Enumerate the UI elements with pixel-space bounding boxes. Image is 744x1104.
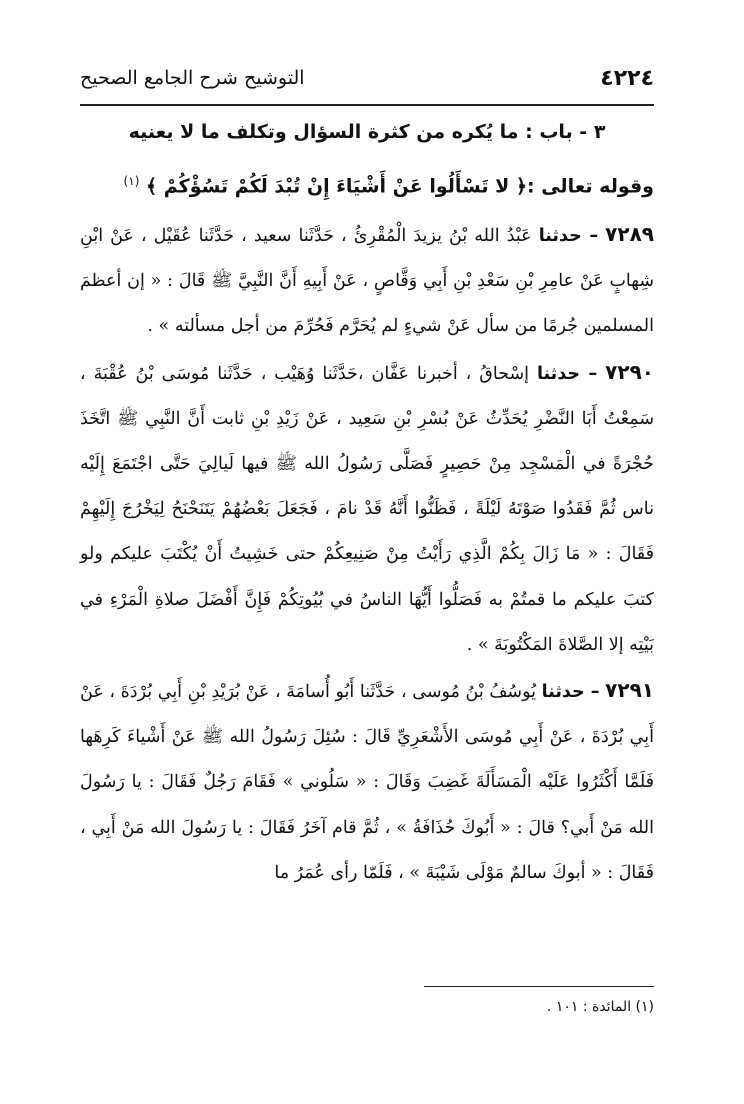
hadith-number: ٧٢٨٩ <box>605 222 654 246</box>
chapter-subtitle <box>80 162 654 205</box>
hadith-7291 <box>80 668 654 896</box>
hadith-dash: – <box>581 226 599 246</box>
quran-verse-heading: وقوله تعالى :﴿ لا تَسْأَلُوا عَنْ أَشْيَاءَ إِنْ تُبْدَ لَكُمْ تَسُؤْكُمْ ﴾ <box>146 175 654 198</box>
main-text <box>80 212 654 896</box>
hadith-lead-word: حدثنا <box>536 363 580 384</box>
header-divider <box>80 104 654 106</box>
hadith-dash: – <box>579 363 598 384</box>
hadith-lead-word: حدثنا <box>538 226 582 246</box>
footnote: (١) المائدة : ١٠١ . <box>546 999 654 1015</box>
hadith-number: ٧٢٩٠ <box>605 359 654 384</box>
hadith-lead-word: حدثنا <box>541 682 585 703</box>
footnote-divider <box>424 986 654 987</box>
hadith-text: يُوسُفُ بْنُ مُوسى ، حَدَّثَنا أَبُو أُسامَةَ ، عَنْ بُرَيْدِ بْنِ أَبِي بُرْدَةَ ، عَنْ أَبِي بُرْدَةَ ، عَنْ أَبِي مُوسَى الأَشْعَرِيِّ قَالَ : سُئِلَ رَسُولُ الله ﷺ عَنْ أَشْياءَ كَرِهَها فَلَمَّا أَكْثَرُوا عَلَيْه الْمَسَأَلَةَ غَضِبَ وَقَالَ : « سَلُوني » فَقَامَ رَجُلٌ فَقَالَ : يا رَسُولَ الله مَنْ أَبي؟ قالَ : « أَبُوكَ حُذَافَةُ » ، ثُمَّ قام آخَرُ فَقَالَ : يا رَسُولَ الله مَنْ أَبِي ، فَقَالَ : « أبوكَ سالمٌ مَوْلَى شَيْبَةَ » ، فَلَمّا رأى عُمَرُ ما <box>80 682 654 883</box>
chapter-title: ٣ - باب : ما يُكره من كثرة السؤال وتكلف ما لا يعنيه <box>128 121 606 143</box>
hadith-number: ٧٢٩١ <box>605 678 654 703</box>
hadith-7289 <box>80 212 654 350</box>
footnote-marker: (١) <box>123 174 140 188</box>
hadith-text: إسْحاقُ ، أخبرنا عَفَّان ،حَدَّثَنا وُهَيْب ، حَدَّثَنا مُوسَى بْنُ عُقْبَةَ ، سَمِعْتُ أَبَا النَّضْرِ يُحَدِّثُ عَنْ بُسْرِ بْنِ سَعِيد ، عَنْ زَيْدِ بْنِ ثابت أَنَّ النَّبِي ﷺ اتَّخَذَ حُجْرَةً في الْمَسْجِد مِنْ حَصِيرٍ فَصَلَّى رَسُولُ الله ﷺ فيها لَيالِيَ حَتَّى اجْتَمَعَ إِلَيْه ناس ثُمَّ فَقَدُوا صَوْتَهُ لَيْلَةً ، فَظَنُّوا أَنَّهُ قَدْ نامَ ، فَجَعَلَ بَعْضُهُمْ يَتَنَحْنَحُ لِيَخْرُجَ إِلَيْهِمْ فَقَالَ : « مَا زَالَ بِكُمْ الَّذِي رَأَيْتُ مِنْ صَنِيعِكُمْ حتى خَشِيتُ أَنْ يُكْتَبَ عليكم ولو كتبَ عليكم ما قمتُمْ به فَصَلُّوا أَيُّهَا الناسُ في بُيُوتِكُمْ فَإِنَّ أَفْضَلَ صلاةِ الْمَرْءِ في بَيْتِه إلا الصَّلاةَ المَكْتُوبَةَ » . <box>80 363 654 655</box>
hadith-text: عَبْدُ الله بْنُ يزيدَ الْمُقْرِئُ ، حَدَّثَنا سعيد ، حَدَّثَنا عُقَيْل ، عَنْ ابْنِ شِهابٍ عَنْ عامِرِ بْنِ سَعْدِ بْنِ أَبِي وَقَّاصٍ ، عَنْ أَبِيهِ أَنَّ النَّبِيَّ ﷺ قَالَ : « إن أعظمَ المسلمين جُرمًا من سأل عَنْ شيءٍ لم يُحَرَّم فَحُرِّمَ من أجل مسألته » . <box>80 226 654 337</box>
page-header <box>80 60 654 96</box>
hadith-7290 <box>80 350 654 668</box>
page-number: ٤٢٢٤ <box>600 65 654 91</box>
running-title: التوشيح شرح الجامع الصحيح <box>80 67 305 89</box>
hadith-dash: – <box>584 682 600 703</box>
